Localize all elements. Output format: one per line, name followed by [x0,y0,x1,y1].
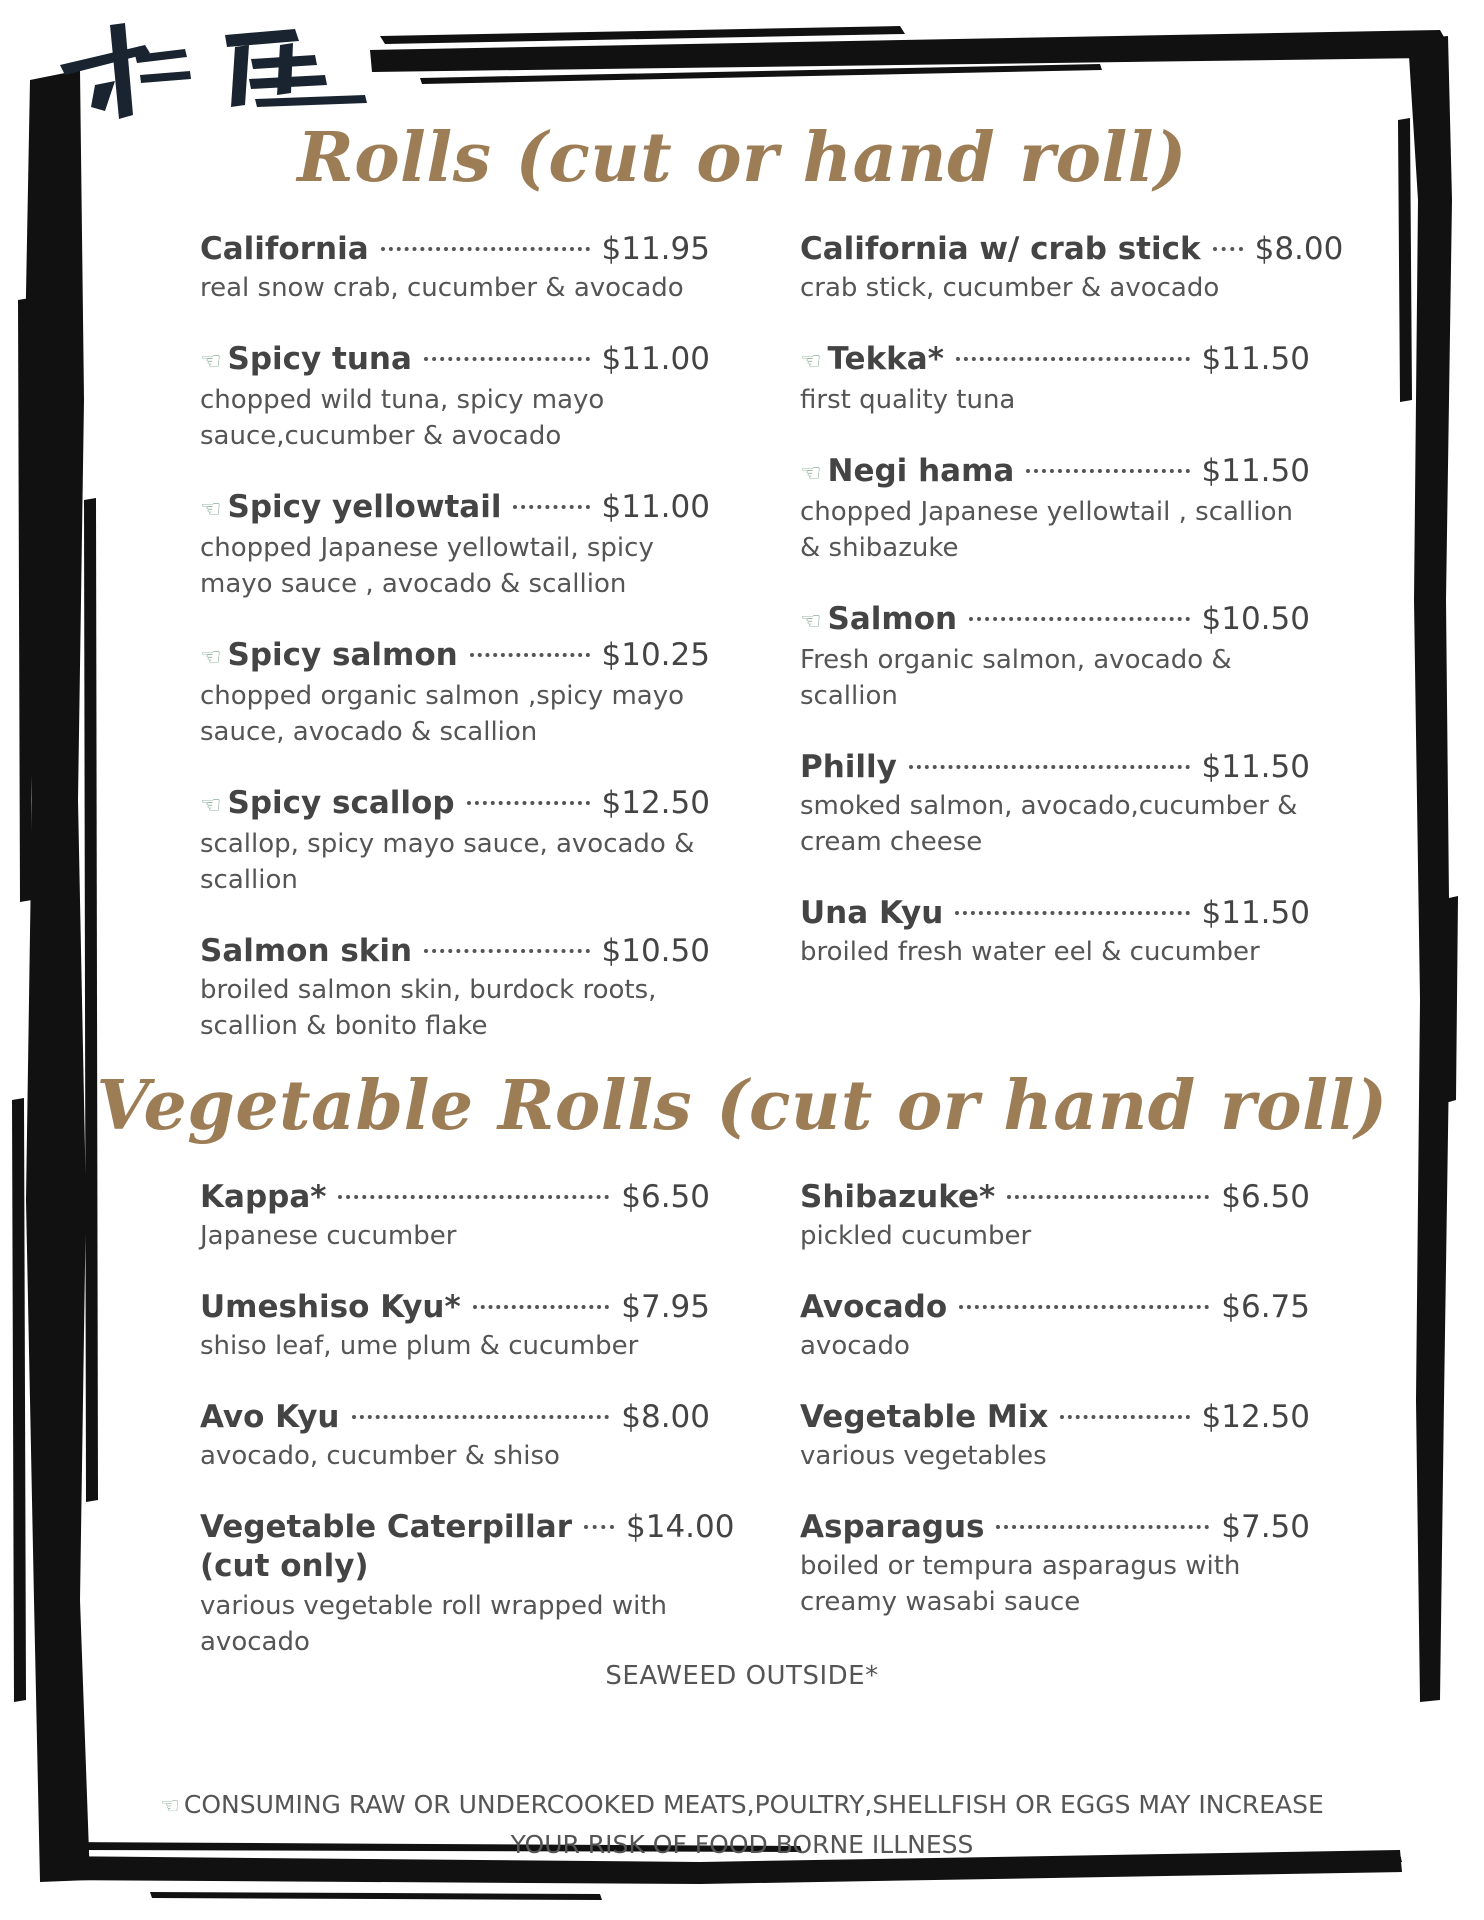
item-name: Shibazuke* [800,1179,996,1215]
item-description: smoked salmon, avocado,cucumber & cream cheese [800,791,1298,857]
menu-item [200,488,710,602]
pointing-hand-icon: ☜ [800,607,822,635]
dot-leader [424,357,590,361]
item-description: broiled salmon skin, burdock roots, scallion & bonito flake [200,975,657,1041]
brush-calligraphy-logo-icon [55,15,375,125]
warning-text: CONSUMING RAW OR UNDERCOOKED MEATS,POULTRY,SHELLFISH OR EGGS MAY INCREASE YOUR RISK OF FOOD BORNE ILLNESS [183,1790,1324,1859]
menu-item [800,748,1310,860]
item-description: avocado, cucumber & shiso [200,1441,560,1471]
pointing-hand-icon: ☜ [800,347,822,375]
rolls-section-title: Rolls (cut or hand roll) [297,118,1187,198]
item-description: chopped organic salmon ,spicy mayo sauce, avocado & scallion [200,681,685,747]
menu-item [200,932,710,1044]
dot-leader [584,1525,614,1529]
dot-leader [424,949,589,953]
menu-item [200,1398,710,1474]
item-price: $10.50 [1201,601,1310,637]
menu-item [200,1288,710,1364]
item-description: shiso leaf, ume plum & cucumber [200,1331,639,1361]
dot-leader [381,247,590,251]
menu-item [200,1508,735,1660]
item-name: Philly [800,749,897,785]
pointing-hand-icon: ☜ [800,459,822,487]
dot-leader [959,1305,1209,1309]
item-price: $11.95 [601,231,710,267]
item-price: $12.50 [601,785,710,821]
item-name: Salmon skin [200,933,413,969]
vegetable-rolls-right-column [800,1178,1310,1654]
item-price: $6.75 [1221,1289,1310,1325]
item-name: Asparagus [800,1509,985,1545]
menu-item [800,1508,1310,1620]
raw-food-warning [150,1786,1334,1864]
dot-leader [338,1195,609,1199]
menu-item [800,340,1310,418]
item-price: $10.25 [601,637,710,673]
rolls-right-column [800,230,1344,1004]
item-name: California w/ crab stick [800,231,1201,267]
item-price: $14.00 [626,1509,735,1545]
item-name: Vegetable Mix [800,1399,1049,1435]
pointing-hand-icon: ☜ [160,1794,180,1819]
item-name: ☜ Spicy salmon [200,637,458,673]
item-name: ☜ Spicy yellowtail [200,489,502,525]
item-name: ☜ Salmon [800,601,958,637]
dot-leader [956,357,1190,361]
menu-item [800,894,1310,970]
dot-leader [909,765,1190,769]
item-name: ☜ Negi hama [800,453,1015,489]
item-price: $11.00 [601,341,710,377]
menu-item [200,340,710,454]
menu-item [800,1288,1310,1364]
dot-leader [473,1305,610,1309]
menu-item [200,784,710,898]
dot-leader [1060,1415,1189,1419]
item-price: $10.50 [601,933,710,969]
vegetable-rolls-section-title: Vegetable Rolls (cut or hand roll) [96,1066,1388,1146]
item-price: $7.50 [1221,1509,1310,1545]
item-description: avocado [800,1331,910,1361]
dot-leader [470,653,590,657]
item-price: $8.00 [621,1399,710,1435]
item-description: Fresh organic salmon, avocado & scallion [800,645,1232,711]
item-description: Japanese cucumber [200,1221,457,1251]
pointing-hand-icon: ☜ [200,495,222,523]
menu-item [800,230,1344,306]
item-name: Umeshiso Kyu* [200,1289,461,1325]
menu-item [800,1178,1310,1254]
item-description: first quality tuna [800,385,1016,415]
vegetable-rolls-left-column [200,1178,735,1694]
item-description: various vegetables [800,1441,1047,1471]
pointing-hand-icon: ☜ [200,643,222,671]
item-description: broiled fresh water eel & cucumber [800,937,1260,967]
pointing-hand-icon: ☜ [200,347,222,375]
item-name: Avocado [800,1289,948,1325]
dot-leader [969,617,1189,621]
item-price: $11.50 [1201,453,1310,489]
dot-leader [513,505,589,509]
item-name: Una Kyu [800,895,944,931]
item-name: Avo Kyu [200,1399,340,1435]
item-name: ☜ Tekka* [800,341,944,377]
dot-leader [352,1415,610,1419]
item-subname: (cut only) [200,1548,369,1584]
dot-leader [1213,247,1243,251]
item-description: real snow crab, cucumber & avocado [200,273,684,303]
menu-item [800,1398,1310,1474]
item-price: $11.50 [1201,341,1310,377]
seaweed-outside-note: SEAWEED OUTSIDE* [605,1661,879,1691]
item-description: boiled or tempura asparagus with creamy wasabi sauce [800,1551,1241,1617]
item-price: $7.95 [621,1289,710,1325]
item-description: pickled cucumber [800,1221,1032,1251]
menu-item [800,452,1310,566]
item-price: $8.00 [1254,231,1344,267]
menu-item [800,600,1310,714]
item-price: $6.50 [1221,1179,1310,1215]
dot-leader [1026,469,1189,473]
item-price: $11.00 [601,489,710,525]
dot-leader [996,1525,1209,1529]
dot-leader [955,911,1189,915]
item-name: Vegetable Caterpillar [200,1509,572,1545]
item-description: scallop, spicy mayo sauce, avocado & scallion [200,829,695,895]
rolls-left-column [200,230,710,1078]
item-name: ☜ Spicy tuna [200,341,412,377]
item-price: $12.50 [1201,1399,1310,1435]
item-price: $11.50 [1201,895,1310,931]
item-description: chopped wild tuna, spicy mayo sauce,cucumber & avocado [200,385,605,451]
item-price: $11.50 [1201,749,1310,785]
item-description: crab stick, cucumber & avocado [800,273,1220,303]
dot-leader [1007,1195,1209,1199]
dot-leader [467,801,590,805]
item-price: $6.50 [621,1179,710,1215]
menu-item [200,636,710,750]
item-name: ☜ Spicy scallop [200,785,455,821]
pointing-hand-icon: ☜ [200,791,222,819]
item-description: various vegetable roll wrapped with avocado [200,1591,667,1657]
item-name: Kappa* [200,1179,327,1215]
item-description: chopped Japanese yellowtail , scallion & shibazuke [800,497,1293,563]
menu-item [200,1178,710,1254]
menu-item [200,230,710,306]
item-description: chopped Japanese yellowtail, spicy mayo sauce , avocado & scallion [200,533,654,599]
item-name: California [200,231,369,267]
